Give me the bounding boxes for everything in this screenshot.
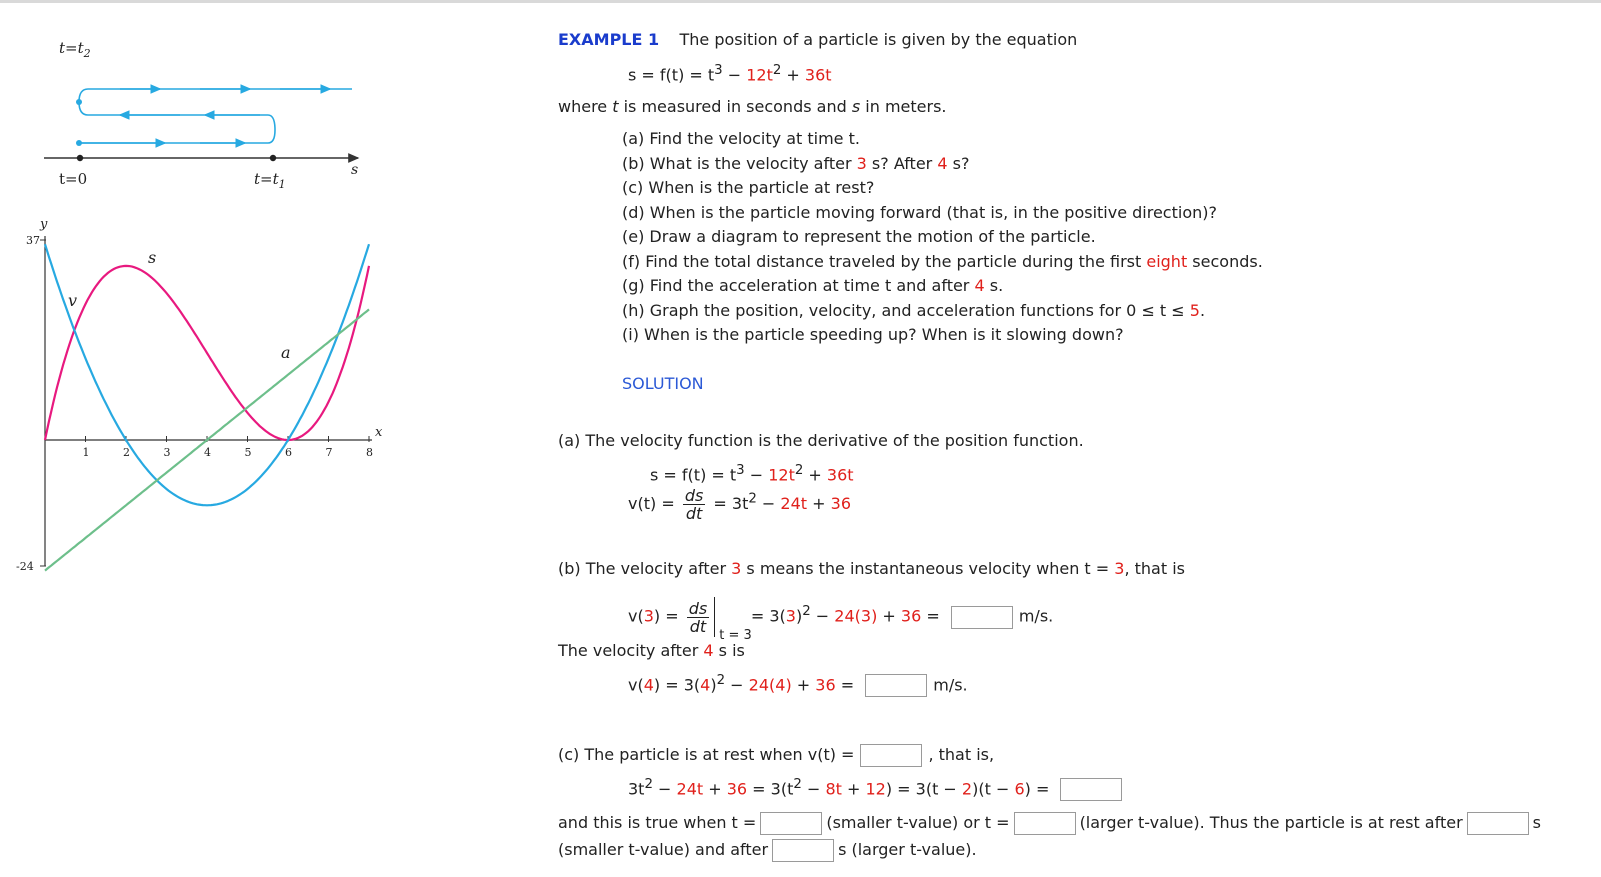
ds-dt-fraction: $\frac{ds}{dt}$	[684, 486, 704, 523]
solution-c-line2: (smaller t-value) and after s (larger t-value).	[558, 839, 977, 862]
x-tick-label: 2	[123, 446, 130, 459]
solution-b-eq4: $v(4) = 3(4)^2 - 24(4) + 36 = m/s$.	[628, 673, 968, 697]
motion-path	[79, 89, 352, 143]
motion-diagram	[44, 39, 358, 191]
question-h: (h) Graph the position, velocity, and acceleration functions for 0 ≤ t ≤ 5.	[622, 301, 1206, 320]
curve-label-v: v	[68, 291, 78, 310]
x-tick-label: 4	[204, 446, 211, 459]
question-b: (b) What is the velocity after 3 s? After 4 s?	[622, 154, 970, 173]
label-t1: $t=t_1$	[254, 170, 286, 191]
solution-a-text: (a) The velocity function is the derivative of the position function.	[558, 431, 1084, 450]
solution-b-eq: v(3) = $\frac{ds}{dt}$ t = 3 = $3(3)^2 - 24(3) + 36 = m/s$.	[628, 598, 1054, 643]
x-tick-label: 7	[325, 446, 333, 459]
solution-link[interactable]: SOLUTION	[622, 374, 704, 393]
axis-point-t0	[77, 155, 83, 161]
solution-b-after4: The velocity after 4 s is	[558, 641, 745, 660]
solution-a-eq1: $s = f(t) = t^3 - 12t^2 + 36t$	[650, 463, 854, 485]
answer-v4-input[interactable]	[865, 674, 927, 697]
question-g: (g) Find the acceleration at time t and after 4 s.	[622, 276, 1004, 295]
velocity-curve-v	[45, 244, 369, 505]
y-tick-37: 37	[26, 234, 40, 247]
answer-v3-input[interactable]	[951, 606, 1013, 629]
units-sentence: where t is measured in seconds and s in meters.	[558, 97, 947, 116]
solution-c-text: (c) The particle is at rest when v(t) = , that is,	[558, 744, 994, 767]
label-s-axis: s	[351, 162, 359, 178]
question-f: (f) Find the total distance traveled by the particle during the first eight seconds.	[622, 252, 1263, 271]
solution-c-eq: $3t^2 - 24t + 36 = 3(t^2 - 8t + 12) = 3(t - 2)(t - 6)$ =	[628, 777, 1128, 801]
question-a: (a) Find the velocity at time t.	[622, 129, 860, 148]
figure-panel	[0, 0, 383, 580]
example-intro	[558, 30, 1077, 49]
motion-dot-mid	[76, 99, 82, 105]
y-tick-neg24: -24	[16, 560, 34, 573]
example-label: EXAMPLE 1	[558, 30, 660, 49]
x-tick-label: 3	[163, 446, 171, 459]
position-curve-s	[45, 266, 369, 440]
curve-label-a: a	[281, 343, 291, 362]
answer-vt-input[interactable]	[860, 744, 922, 767]
x-tick-label: 5	[244, 446, 252, 459]
answer-smaller-t-input[interactable]	[760, 812, 822, 835]
solution-b-text: (b) The velocity after 3 s means the instantaneous velocity when t = 3, that is	[558, 559, 1185, 578]
example-equation: $s = f(t) = t^3 - 12t^2 + 36t$	[628, 63, 832, 85]
question-c: (c) When is the particle at rest?	[622, 178, 875, 197]
x-tick-label: 1	[82, 446, 90, 459]
example-intro-text: The position of a particle is given by the equation	[679, 30, 1078, 49]
solution-c-true: and this is true when t = (smaller t-value) or t = (larger t-value). Thus the particle is at rest after s	[558, 812, 1541, 835]
label-t2: $t=t_2$	[59, 39, 91, 60]
motion-dot-start	[76, 140, 82, 146]
question-i: (i) When is the particle speeding up? When is it slowing down?	[622, 325, 1124, 344]
answer-rest-after-1-input[interactable]	[1467, 812, 1529, 835]
question-e: (e) Draw a diagram to represent the motion of the particle.	[622, 227, 1096, 246]
question-d: (d) When is the particle moving forward (that is, in the positive direction)?	[622, 203, 1217, 222]
curve-label-s: s	[148, 248, 157, 267]
label-t0: t=0	[59, 170, 88, 188]
answer-rest-after-2-input[interactable]	[772, 839, 834, 862]
graph	[16, 217, 383, 573]
axis-point-t1	[270, 155, 276, 161]
x-tick-label: 6	[285, 446, 292, 459]
answer-factored-input[interactable]	[1060, 778, 1122, 801]
x-tick-label: 8	[366, 446, 373, 459]
y-axis-label: y	[40, 217, 48, 232]
solution-a-eq2: v(t) = $\frac{ds}{dt}$ = $3t^2 - 24t + 36$	[628, 486, 851, 523]
answer-larger-t-input[interactable]	[1014, 812, 1076, 835]
x-axis-label: x	[375, 425, 383, 440]
